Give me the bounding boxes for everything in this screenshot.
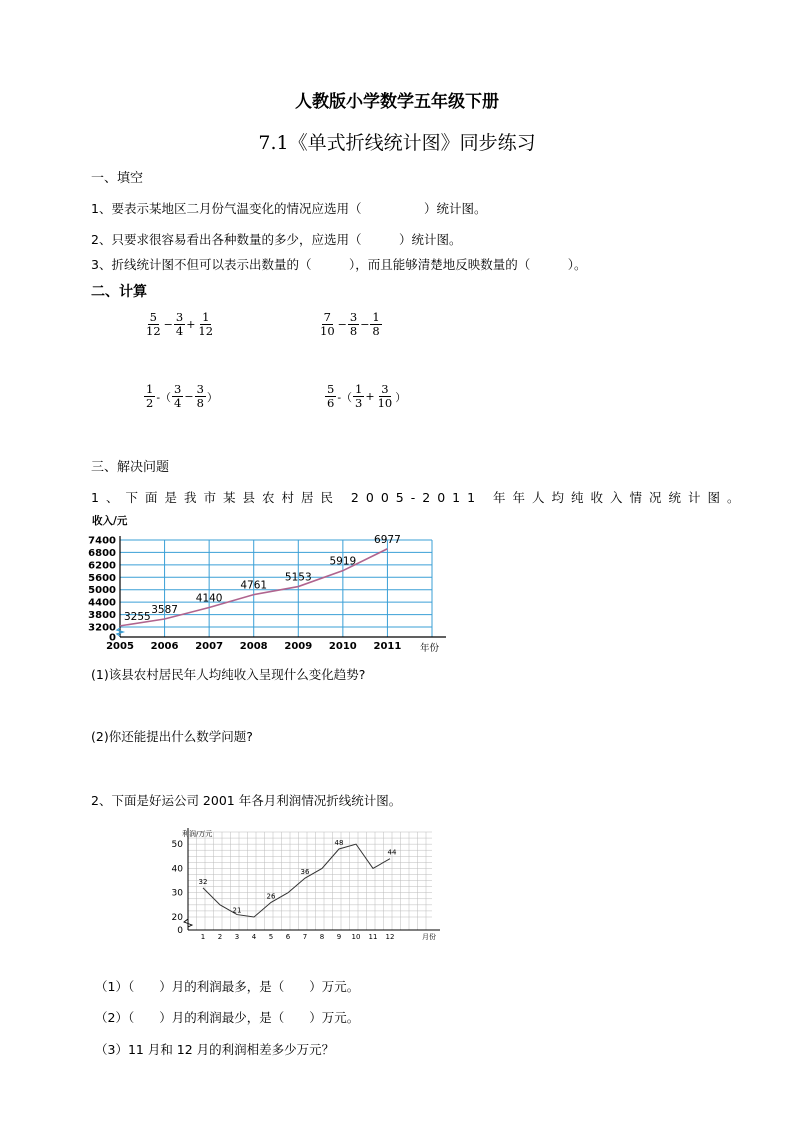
data-label: 32 [198,877,208,886]
denominator: 10 [377,396,393,410]
numerator: 7 [323,310,331,324]
denominator: 2 [146,396,154,410]
x-tick-label: 6 [285,933,291,941]
numerator: 3 [196,382,204,396]
x-tick-label: 2008 [239,641,268,652]
calc-problem-1 [144,311,215,338]
operator: − [360,318,370,331]
x-tick-label: 8 [319,933,325,941]
x-tick-label: 12 [385,933,395,941]
fill-blank-item-2: 2、只要求很容易看出各种数量的多少，应选用（ ）统计图。 [91,232,462,247]
fraction [318,311,337,338]
x-tick-label: 2009 [284,641,313,652]
calc-problem-3 [144,383,219,410]
x-tick-label: 3 [234,933,240,941]
problem-2-text: 2、下面是好运公司 2001 年各月利润情况折线统计图。 [91,793,402,808]
section-heading-fill-blank: 一、填空 [91,171,144,186]
numerator: 3 [175,310,184,324]
data-label: 48 [334,839,344,847]
income-chart-xticks [106,641,401,652]
fraction [144,383,155,410]
profit-chart-yticks [172,840,184,936]
profit-chart-grid [184,828,440,930]
fraction [174,311,185,338]
income-chart-ylabel: 收入/元 [92,515,128,527]
operator: -（ [156,390,172,404]
y-tick-label: 7400 [88,535,116,547]
calc-problem-4 [325,383,407,410]
data-label: 36 [300,868,310,877]
numerator: 1 [355,382,363,396]
fraction [195,383,206,410]
y-tick-label: 20 [171,913,183,923]
profit-line-chart [160,826,460,946]
operator: ） [395,390,407,404]
x-tick-label: 2011 [373,641,402,652]
operator: -（ [337,390,353,404]
problem-2-sub-3: （3）11 月和 12 月的利润相差多少万元？ [95,1042,335,1057]
y-tick-label: 6200 [88,560,116,572]
denominator: 4 [174,396,182,410]
problem-2-sub-2: （2）（ ）月的利润最少，是（ ）万元。 [95,1010,360,1025]
data-label: 6977 [374,533,401,546]
denominator: 8 [349,324,358,338]
y-tick-label: 40 [171,864,183,875]
x-tick-label: 2010 [328,641,357,652]
fraction [376,383,395,410]
problem-1-text: 1、下面是我市某县农村居民 2005-2011 年年人均纯收入情况统计图。 [91,490,747,505]
operator: − [184,390,194,403]
numerator: 3 [381,382,389,396]
fraction [196,311,215,338]
profit-chart-xticks [201,933,395,941]
data-label: 5919 [329,555,357,568]
numerator: 5 [327,382,335,396]
denominator: 8 [196,396,204,410]
section-heading-calculation: 二、计算 [91,284,147,300]
operator: − [163,318,173,331]
calc-problem-2 [318,311,382,338]
y-tick-label: 3800 [88,610,116,622]
data-label: 5153 [284,571,312,584]
data-label: 44 [387,848,397,857]
fraction [370,311,381,338]
data-label: 4140 [195,592,223,605]
document-subtitle: 7.1《单式折线统计图》同步练习 [258,132,536,154]
x-tick-label: 2005 [106,641,134,652]
numerator: 1 [372,310,380,324]
denominator: 8 [372,324,380,338]
fraction [353,383,364,410]
y-tick-label: 4400 [88,597,116,609]
operator: + [365,390,375,403]
fill-blank-item-1: 1、要表示某地区二月份气温变化的情况应选用（ ）统计图。 [91,201,487,216]
denominator: 3 [355,396,363,410]
numerator: 1 [146,382,154,396]
x-tick-label: 2006 [150,641,179,652]
profit-chart-xlabel: 月份 [422,933,436,941]
y-tick-label: 3200 [88,622,116,634]
section-heading-problems: 三、解决问题 [91,460,170,475]
document-title: 人教版小学数学五年级下册 [295,92,499,112]
x-tick-label: 11 [368,933,378,941]
y-tick-label: 0 [177,926,183,936]
operator: − [337,318,347,331]
y-tick-label: 30 [171,888,183,899]
problem-2-sub-1: （1）（ ）月的利润最多，是（ ）万元。 [95,979,360,994]
numerator: 5 [149,310,157,324]
denominator: 12 [198,324,214,338]
income-chart-xlabel: 年份 [420,643,440,654]
data-label: 4761 [240,579,268,592]
fraction [325,383,336,410]
x-tick-label: 4 [251,933,257,941]
x-tick-label: 5 [268,933,274,941]
y-tick-label: 0 [109,632,116,644]
numerator: 1 [202,310,210,324]
numerator: 3 [174,382,182,396]
profit-chart-ylabel: 利润/万元 [182,830,213,838]
operator: + [186,318,196,331]
fill-blank-item-3: 3、折线统计图不但可以表示出数量的（ ），而且能够清楚地反映数量的（ ）。 [91,257,587,272]
x-tick-label: 10 [351,933,361,941]
data-label: 3587 [151,603,178,616]
x-tick-label: 7 [302,933,308,941]
y-tick-label: 50 [171,840,183,851]
denominator: 6 [327,396,335,410]
fraction [144,311,163,338]
fraction [172,383,183,410]
x-tick-label: 1 [200,933,206,941]
denominator: 12 [146,324,161,338]
denominator: 4 [175,324,184,338]
x-tick-label: 2 [217,933,223,941]
denominator: 10 [320,324,335,338]
numerator: 3 [349,310,358,324]
operator: ） [206,390,218,404]
x-tick-label: 9 [336,933,342,941]
data-label: 3255 [124,610,151,623]
income-chart-yticks [88,536,116,644]
income-data-labels [124,534,401,623]
fraction [348,311,359,338]
income-line-chart [88,510,448,655]
y-tick-label: 5600 [88,572,116,584]
y-tick-label: 5000 [88,585,116,597]
problem-1-sub-2: (2)你还能提出什么数学问题? [91,729,253,744]
income-chart-grid [117,533,446,637]
problem-1-sub-1: (1)该县农村居民年人均纯收入呈现什么变化趋势? [91,667,366,682]
x-tick-label: 2007 [195,641,224,652]
data-label: 26 [266,892,276,901]
data-label: 21 [232,906,242,915]
y-tick-label: 6800 [88,547,116,559]
